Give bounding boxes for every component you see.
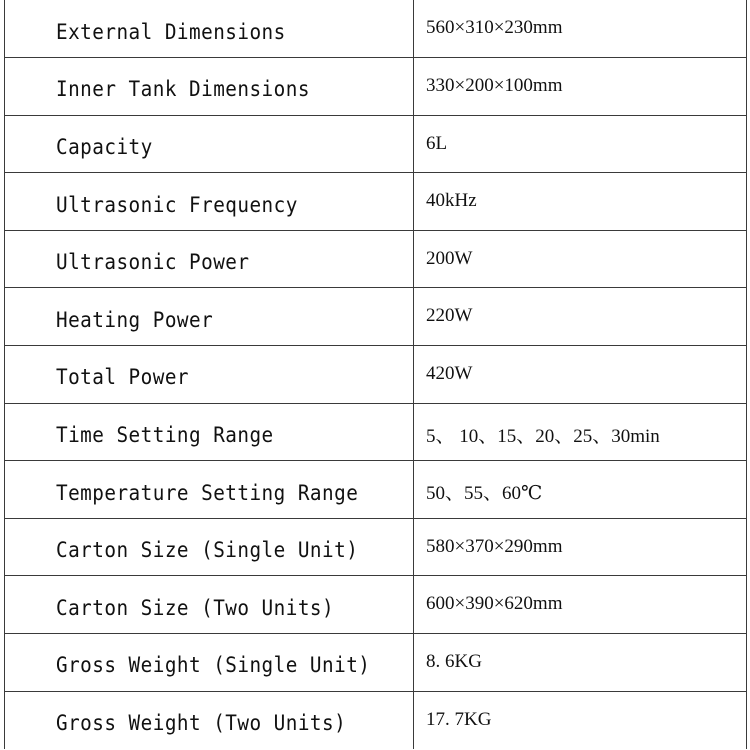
spec-label: Ultrasonic Power <box>56 250 250 275</box>
spec-label: Inner Tank Dimensions <box>56 77 310 102</box>
spec-label: Total Power <box>56 365 190 390</box>
spec-label: Gross Weight (Two Units) <box>56 711 347 736</box>
spec-label: External Dimensions <box>56 19 286 44</box>
spec-value: 8. 6KG <box>426 651 482 673</box>
table-row <box>5 0 747 58</box>
spec-value: 560×310×230mm <box>426 17 563 38</box>
table-row <box>5 576 747 634</box>
spec-label-cell <box>5 173 414 231</box>
spec-label: Ultrasonic Frequency <box>56 192 298 217</box>
table-row <box>5 288 747 346</box>
spec-value-cell <box>414 403 747 461</box>
spec-value-cell <box>414 288 747 346</box>
spec-label-cell <box>5 58 414 116</box>
spec-label-cell <box>5 288 414 346</box>
spec-label: Heating Power <box>56 307 214 332</box>
spec-label-cell <box>5 461 414 519</box>
spec-value-cell <box>414 346 747 404</box>
spec-label: Carton Size (Two Units) <box>56 595 335 620</box>
spec-value: 600×390×620mm <box>426 593 563 615</box>
spec-value: 420W <box>426 363 473 385</box>
spec-label-cell <box>5 115 414 173</box>
spec-value: 6L <box>426 132 448 154</box>
spec-label: Carton Size (Single Unit) <box>56 538 359 563</box>
spec-value: 5、 10、15、20、25、30min <box>426 425 660 447</box>
spec-value-cell <box>414 576 747 634</box>
spec-label-cell <box>5 691 414 749</box>
spec-value: 17. 7KG <box>426 708 492 730</box>
spec-value-cell <box>414 461 747 519</box>
spec-value-cell <box>414 518 747 576</box>
table-row <box>5 346 747 404</box>
spec-label-cell <box>5 346 414 404</box>
table-row <box>5 691 747 749</box>
table-row <box>5 115 747 173</box>
table-row <box>5 634 747 692</box>
spec-value: 580×370×290mm <box>426 535 563 557</box>
spec-value-cell <box>414 173 747 231</box>
spec-label-cell <box>5 634 414 692</box>
spec-label-cell <box>5 230 414 288</box>
table-row <box>5 461 747 519</box>
spec-value: 220W <box>426 305 473 327</box>
spec-value: 200W <box>426 247 473 269</box>
spec-label-cell <box>5 518 414 576</box>
spec-value: 330×200×100mm <box>426 75 563 97</box>
spec-label-cell <box>5 0 414 58</box>
spec-label-cell <box>5 576 414 634</box>
table-row <box>5 230 747 288</box>
table-row <box>5 403 747 461</box>
spec-label: Gross Weight (Single Unit) <box>56 653 371 678</box>
spec-value-cell <box>414 230 747 288</box>
table-row <box>5 58 747 116</box>
spec-value: 40kHz <box>426 190 477 212</box>
spec-value-cell <box>414 0 747 58</box>
spec-label: Temperature Setting Range <box>56 480 359 505</box>
table-row <box>5 518 747 576</box>
spec-value-cell <box>414 634 747 692</box>
spec-value-cell <box>414 115 747 173</box>
spec-value-cell <box>414 691 747 749</box>
table-row <box>5 173 747 231</box>
spec-label: Capacity <box>56 134 153 159</box>
spec-value: 50、55、60℃ <box>426 483 543 505</box>
spec-label: Time Setting Range <box>56 422 274 447</box>
spec-label-cell <box>5 403 414 461</box>
spec-value-cell <box>414 58 747 116</box>
specifications-table <box>4 0 747 749</box>
